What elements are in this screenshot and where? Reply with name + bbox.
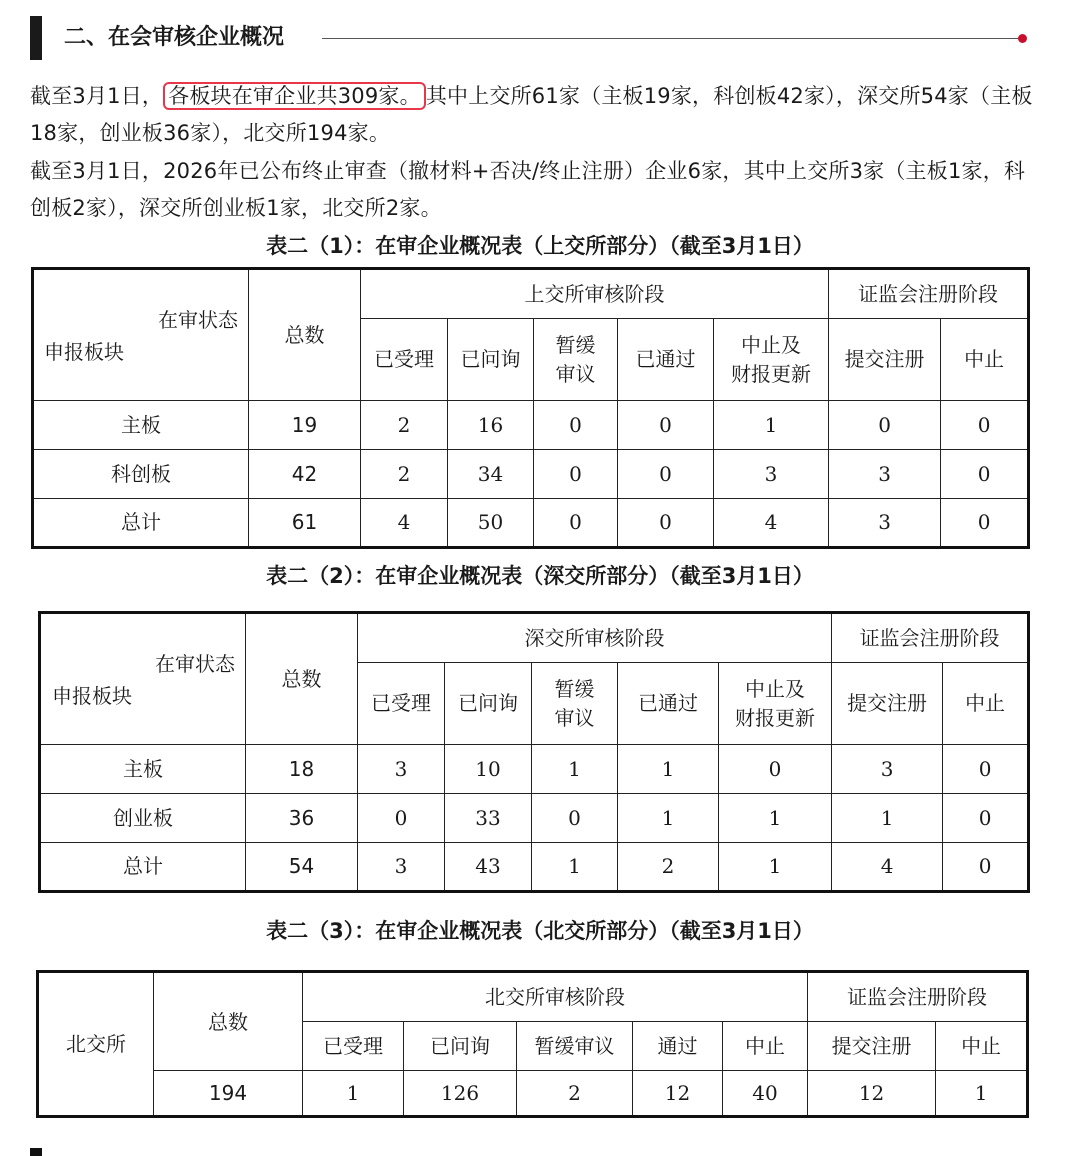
highlighted-total: 各板块在审企业共309家。: [163, 82, 426, 110]
termination-paragraph: 截至3月1日，2026年已公布终止审查（撤材料+否决/终止注册）企业6家，其中上交所3家（主板1家，科创板2家），深交所创业板1家，北交所2家。: [30, 159, 1026, 220]
cell: 40: [723, 1071, 808, 1117]
cell: 1: [618, 794, 719, 843]
diag-status-label: 在审状态: [158, 308, 238, 332]
cell: 0: [618, 401, 714, 450]
cell: 0: [941, 499, 1029, 548]
diag-board-label: 申报板块: [44, 340, 124, 364]
row-label: 创业板: [40, 794, 246, 843]
col-header: 提交注册: [808, 1022, 936, 1071]
cell: 12: [808, 1071, 936, 1117]
section-bar-marker: [30, 16, 42, 60]
row-total: 194: [154, 1071, 303, 1117]
col-header: 已受理: [358, 663, 445, 745]
cell: 0: [941, 401, 1029, 450]
section-header: [30, 16, 1030, 62]
col-header: 中止及 财报更新: [719, 663, 832, 745]
col-header: 通过: [633, 1022, 723, 1071]
section-divider-line: [322, 38, 1022, 39]
diag-board-label: 申报板块: [52, 684, 132, 708]
table2-caption: 表二（2）：在审企业概况表（深交所部分）（截至3月1日）: [266, 564, 814, 588]
cell: 1: [719, 794, 832, 843]
cell: 0: [829, 401, 941, 450]
cell: 1: [618, 745, 719, 794]
table2-diagonal-header: [40, 613, 246, 745]
table1-diagonal-header: [33, 269, 249, 401]
total-header: 总数: [249, 269, 361, 401]
table-row: [38, 1071, 1028, 1117]
cell: 50: [448, 499, 534, 548]
cell: 1: [714, 401, 829, 450]
row-total: 42: [249, 450, 361, 499]
csrc-stage-header: 证监会注册阶段: [832, 613, 1029, 663]
cell: 4: [714, 499, 829, 548]
cell: 0: [618, 499, 714, 548]
col-header: 已问询: [404, 1022, 517, 1071]
cell: 10: [445, 745, 532, 794]
table-row: [33, 450, 1029, 499]
cell: 2: [361, 401, 448, 450]
table-row-total: [40, 843, 1029, 892]
row-label: 主板: [40, 745, 246, 794]
row-label: 总计: [40, 843, 246, 892]
exchange-stage-header: 北交所审核阶段: [303, 972, 808, 1022]
cell: 2: [618, 843, 719, 892]
col-header: 已问询: [445, 663, 532, 745]
cell: 3: [358, 745, 445, 794]
row-total: 36: [246, 794, 358, 843]
col-header: 已受理: [303, 1022, 404, 1071]
section-title: 二、在会审核企业概况: [64, 25, 285, 50]
col-header: 中止: [936, 1022, 1028, 1071]
table-row-total: [33, 499, 1029, 548]
table-row: [40, 794, 1029, 843]
table2-szse: [38, 611, 1030, 893]
cell: 0: [943, 843, 1029, 892]
row-total: 18: [246, 745, 358, 794]
cell: 4: [361, 499, 448, 548]
cell: 0: [534, 499, 618, 548]
cell: 0: [943, 745, 1029, 794]
row-total: 54: [246, 843, 358, 892]
col-header: 中止及 财报更新: [714, 319, 829, 401]
csrc-stage-header: 证监会注册阶段: [829, 269, 1029, 319]
total-header: 总数: [154, 972, 303, 1071]
cell: 0: [618, 450, 714, 499]
cell: 3: [829, 450, 941, 499]
cell: 0: [534, 450, 618, 499]
row-label: 总计: [33, 499, 249, 548]
col-header: 中止: [723, 1022, 808, 1071]
cell: 0: [943, 794, 1029, 843]
exchange-stage-header: 上交所审核阶段: [361, 269, 829, 319]
diag-status-label: 在审状态: [155, 652, 235, 676]
cell: 1: [832, 794, 943, 843]
col-header: 暂缓 审议: [532, 663, 618, 745]
table1-sse: [31, 267, 1030, 549]
table3-caption: 表二（3）：在审企业概况表（北交所部分）（截至3月1日）: [266, 919, 814, 943]
summary-detail: 其中上交所61家（主板19家，科创板42家），深交所54家（主板18家，创业板36家），北交所194家。: [30, 84, 1033, 145]
col-header: 暂缓 审议: [534, 319, 618, 401]
col-header: 已通过: [618, 663, 719, 745]
summary-lead: 截至3月1日，: [30, 84, 164, 108]
total-header: 总数: [246, 613, 358, 745]
cell: 1: [303, 1071, 404, 1117]
col-header: 提交注册: [832, 663, 943, 745]
cell: 1: [532, 843, 618, 892]
cell: 3: [832, 745, 943, 794]
col-header: 中止: [943, 663, 1029, 745]
row-total: 61: [249, 499, 361, 548]
cell: 2: [517, 1071, 633, 1117]
cell: 3: [714, 450, 829, 499]
table3-bse: [36, 970, 1029, 1118]
cell: 3: [829, 499, 941, 548]
cell: 1: [936, 1071, 1028, 1117]
cell: 43: [445, 843, 532, 892]
table-row: [40, 745, 1029, 794]
col-header: 中止: [941, 319, 1029, 401]
cell: 0: [534, 401, 618, 450]
col-header: 已通过: [618, 319, 714, 401]
cell: 4: [832, 843, 943, 892]
cell: 16: [448, 401, 534, 450]
cell: 0: [719, 745, 832, 794]
row-label: 主板: [33, 401, 249, 450]
cell: 34: [448, 450, 534, 499]
col-header: 已受理: [361, 319, 448, 401]
exchange-stage-header: 深交所审核阶段: [358, 613, 832, 663]
next-section-bar-marker: [30, 1148, 42, 1156]
table1-caption: 表二（1）：在审企业概况表（上交所部分）（截至3月1日）: [266, 234, 814, 258]
cell: 0: [358, 794, 445, 843]
col-header: 提交注册: [829, 319, 941, 401]
cell: 0: [532, 794, 618, 843]
cell: 2: [361, 450, 448, 499]
cell: 3: [358, 843, 445, 892]
section-divider-dot: [1018, 34, 1027, 43]
cell: 1: [719, 843, 832, 892]
row-total: 19: [249, 401, 361, 450]
cell: 12: [633, 1071, 723, 1117]
col-header: 已问询: [448, 319, 534, 401]
exchange-label: 北交所: [38, 972, 154, 1117]
cell: 33: [445, 794, 532, 843]
cell: 126: [404, 1071, 517, 1117]
cell: 1: [532, 745, 618, 794]
summary-paragraph: [30, 78, 1040, 152]
row-label: 科创板: [33, 450, 249, 499]
table-row: [33, 401, 1029, 450]
cell: 0: [941, 450, 1029, 499]
col-header: 暂缓审议: [517, 1022, 633, 1071]
csrc-stage-header: 证监会注册阶段: [808, 972, 1028, 1022]
